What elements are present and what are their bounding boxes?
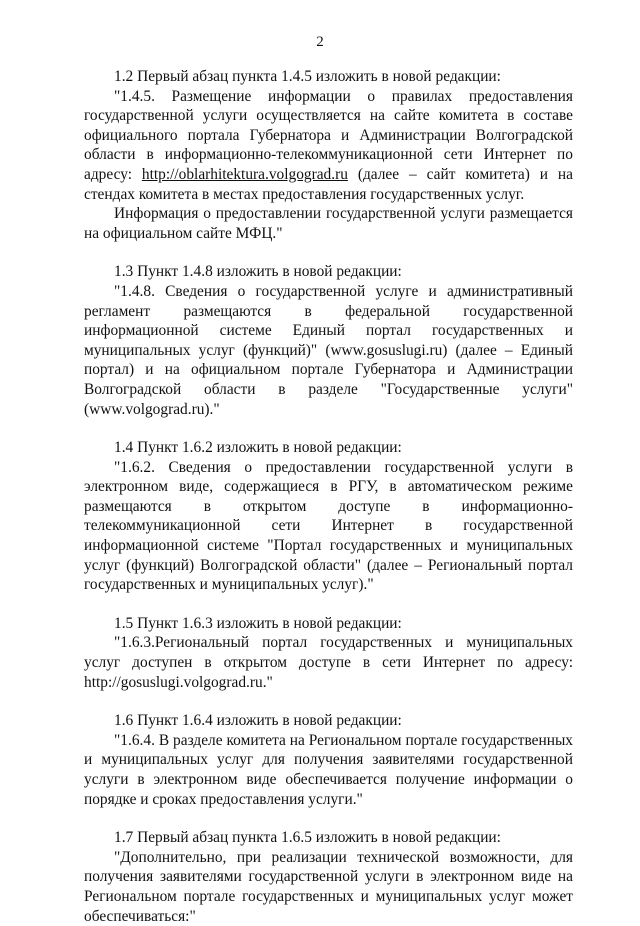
section-1-2 [84,67,573,243]
committee-site-link[interactable]: http://oblarhitektura.volgograd.ru [141,165,348,183]
section-1-3 [84,262,573,419]
section-paragraph: "Дополнительно, при реализации технической возможности, для получения заявителями государственной услуги в электронном виде на Региональном портале государственных и муниципальных услуг может обеспечиваться:" [84,848,573,925]
section-1-4 [84,438,573,595]
page-number: 2 [316,34,324,50]
section-heading: 1.4 Пункт 1.6.2 изложить в новой редакции: [114,439,402,457]
section-heading: 1.6 Пункт 1.6.4 изложить в новой редакции: [114,712,402,730]
section-heading: 1.7 Первый абзац пункта 1.6.5 изложить в новой редакции: [114,829,501,847]
section-paragraph: "1.6.3.Региональный портал государственных и муниципальных услуг доступен в открытом доступе в сети Интернет по адресу: http://gosuslugi.volgograd.ru." [84,634,573,691]
section-paragraph: "1.4.8. Сведения о государственной услуге и административный регламент размещаются в федеральной государственной информационной системе Единый портал государственных и муниципальных услуг (функций)" (www.gosuslugi.ru) (далее – Единый портал) и на официальном портале Губернатора и Администрации Волгоградской области в разделе "Государственные услуги" (www.volgograd.ru)." [84,282,573,418]
section-paragraph [84,87,573,205]
section-1-6 [84,711,573,809]
section-paragraph: "1.6.4. В разделе комитета на Региональном портале государственных и муниципальных услуг для получения заявителями государственной услуги в электронном виде обеспечивается получение информации о порядке и сроках предоставления услуги." [84,731,573,808]
section-1-7 [84,828,573,926]
section-paragraph: Информация о предоставлении государственной услуги размещается на официальном сайте МФЦ." [84,205,573,242]
section-1-5 [84,614,573,692]
section-heading: 1.2 Первый абзац пункта 1.4.5 изложить в новой редакции: [114,68,501,85]
paragraph-text: "1.4.5. Размещение информации о правилах предоставления государственной услуги осуществляется на сайте комитета в составе официального портала Губернатора и Администрации Волгоградской области в информационно-телекоммуникационной сети Интернет по адресу: [84,87,573,183]
section-heading: 1.5 Пункт 1.6.3 изложить в новой редакции: [114,614,402,632]
document-body [84,67,573,926]
paragraph-text: (далее – сайт комитета) и на стендах комитета в местах предоставления государственных услуг. [84,165,573,203]
section-heading: 1.3 Пункт 1.4.8 изложить в новой редакции: [114,263,402,281]
section-paragraph: "1.6.2. Сведения о предоставлении государственной услуги в электронном виде, содержащиеся в РГУ, в автоматическом режиме размещаются в открытом доступе в информационно-телекоммуникационной сети Интернет в государственной информационной системе "Портал государственных и муниципальных услуг (функций) Волгоградской области" (далее – Региональный портал государственных и муниципальных услуг)." [84,458,573,594]
